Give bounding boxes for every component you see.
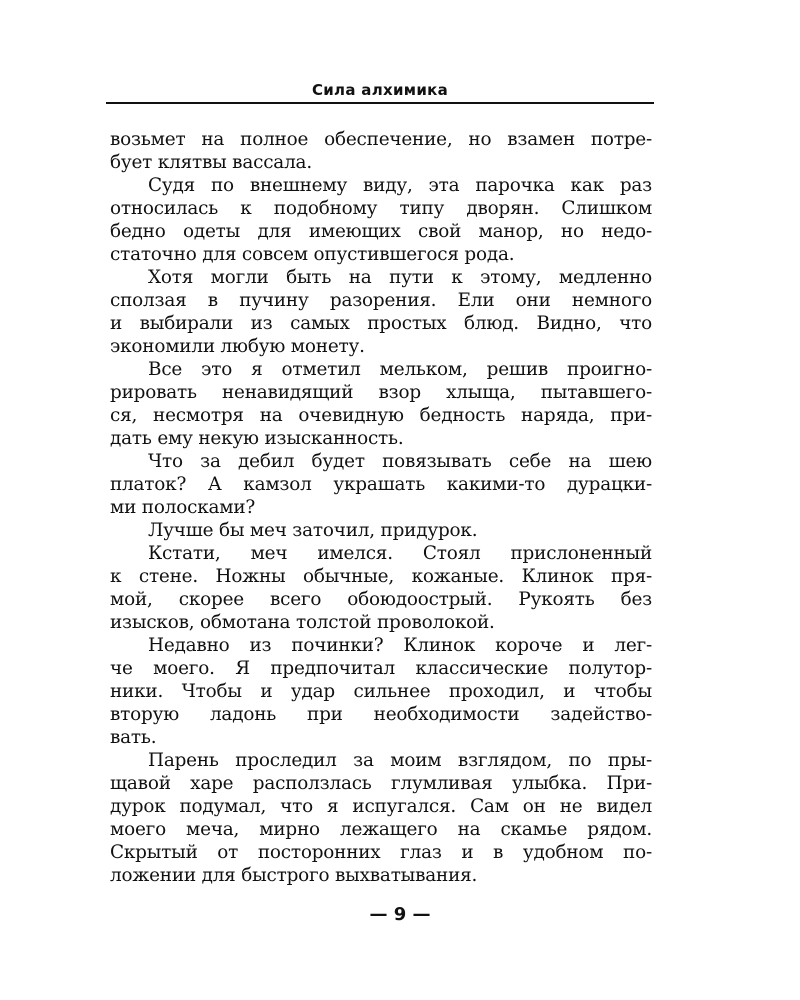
paragraph bbox=[110, 128, 652, 174]
text-line: изысков, обмотана толстой проволокой. bbox=[110, 612, 495, 633]
text-line: дать ему некую изысканность. bbox=[110, 428, 404, 449]
text-line: бует клятвы вассала. bbox=[110, 152, 312, 173]
text-line: вторую ладонь при необходимости задейство- bbox=[110, 704, 652, 725]
paragraph bbox=[110, 266, 652, 358]
text-line: рировать ненавидящий взор хлыща, пытавшего- bbox=[110, 382, 652, 403]
text-line: статочно для совсем опустившегося рода. bbox=[110, 244, 515, 265]
paragraph bbox=[110, 174, 652, 266]
text-line: Что за дебил будет повязывать себе на шею bbox=[148, 451, 652, 472]
text-line: Лучше бы меч заточил, придурок. bbox=[148, 520, 478, 541]
paragraph bbox=[110, 542, 652, 634]
text-line: Недавно из починки? Клинок короче и лег- bbox=[148, 635, 652, 656]
paragraph bbox=[110, 450, 652, 519]
text-line: сползая в пучину разорения. Ели они немного bbox=[110, 290, 652, 311]
running-header bbox=[106, 80, 654, 100]
text-line: Парень проследил за моим взглядом, по пры- bbox=[148, 750, 652, 771]
text-line: вать. bbox=[110, 727, 157, 748]
page-number: — 9 — bbox=[369, 904, 431, 925]
text-line: и выбирали из самых простых блюд. Видно, что bbox=[110, 313, 652, 334]
text-line: Скрытый от посторонних глаз и в удобном по- bbox=[110, 842, 652, 863]
text-line: Кстати, меч имелся. Стоял прислоненный bbox=[148, 543, 652, 564]
text-line: ся, несмотря на очевидную бедность наряда, при- bbox=[110, 405, 652, 426]
text-line: экономили любую монету. bbox=[110, 336, 365, 357]
text-line: мой, скорее всего обоюдоострый. Рукоять без bbox=[110, 589, 652, 610]
text-line: Хотя могли быть на пути к этому, медленно bbox=[148, 267, 652, 288]
text-line: моего меча, мирно лежащего на скамье рядом. bbox=[110, 819, 652, 840]
page-body bbox=[110, 128, 652, 887]
text-line: к стене. Ножны обычные, кожаные. Клинок пря- bbox=[110, 566, 652, 587]
text-line: ложении для быстрого выхватывания. bbox=[110, 865, 478, 886]
text-line: щавой харе расползлась глумливая улыбка. При- bbox=[110, 773, 652, 794]
paragraph bbox=[110, 749, 652, 887]
text-line: че моего. Я предпочитал классические полутор- bbox=[110, 658, 652, 679]
text-line: относилась к подобному типу дворян. Слишком bbox=[110, 198, 652, 219]
paragraph bbox=[110, 519, 652, 542]
text-line: возьмет на полное обеспечение, но взамен потре- bbox=[110, 129, 652, 150]
header-rule bbox=[106, 102, 654, 104]
book-title: Сила алхимика bbox=[311, 81, 449, 99]
text-line: Судя по внешнему виду, эта парочка как раз bbox=[148, 175, 652, 196]
paragraph bbox=[110, 634, 652, 749]
text-line: дурок подумал, что я испугался. Сам он не видел bbox=[110, 796, 652, 817]
text-line: ми полосками? bbox=[110, 497, 256, 518]
text-line: платок? А камзол украшать какими-то дурацки- bbox=[110, 474, 652, 495]
paragraph bbox=[110, 358, 652, 450]
text-line: ники. Чтобы и удар сильнее проходил, и чтобы bbox=[110, 681, 652, 702]
text-line: бедно одеты для имеющих свой манор, но недо- bbox=[110, 221, 652, 242]
text-line: Все это я отметил мельком, решив проигно- bbox=[148, 359, 652, 380]
